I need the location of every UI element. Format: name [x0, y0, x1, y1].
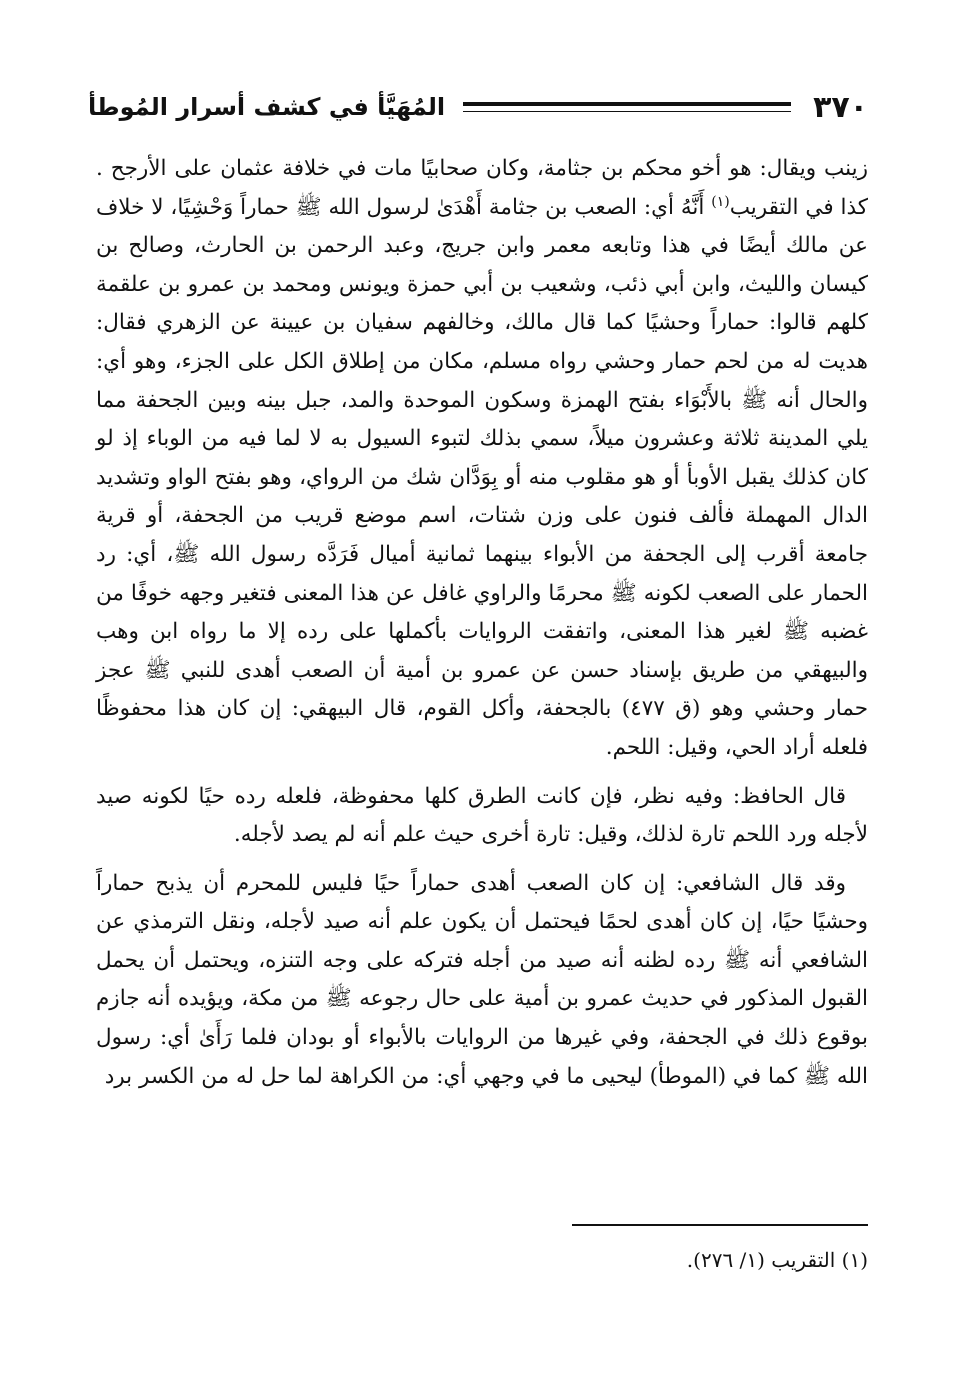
book-title: المُهَيَّأ في كشف أسرار المُوطأ: [88, 93, 446, 121]
page-header: [88, 72, 868, 142]
main-text: [96, 150, 868, 1096]
footnote-marker: (١): [711, 193, 730, 210]
footnote-divider: [572, 1224, 868, 1226]
header-rule: [463, 102, 791, 112]
paragraph-1: [96, 150, 868, 768]
paragraph-3: وقد قال الشافعي: إن كان الصعب أهدى حماراً حيًا فليس للمحرم أن يذبح حماراً وحشيًا حيًا، إن كان أهدى لحمًا فيحتمل أن يكون علم أنه صيد لأجله، ونقل الترمذي عن الشافعي أنه ﷺ رده لظنه أنه صيد من أجله فتركه على وجه التنزه، ويحتمل أن يحمل القبول المذكور في حديث عمرو بن أمية على حال رجوعه ﷺ من مكة، ويؤيده أنه جازم بوقوع ذلك في الجحفة، وفي غيرها من الروايات بالأبواء أو بودان فلما رَأَىٰ أي: رسول الله ﷺ كما في (الموطأ) ليحيى ما في وجهي أي: من الكراهة لما حل له من الكسر برد: [96, 870, 868, 1089]
paragraph-2: قال الحافظ: وفيه نظر، فإن كانت الطرق كلها محفوظة، فلعله رده حيًا لكونه صيد لأجله ورد اللحم تارة لذلك، وقيل: تارة أخرى حيث علم أنه لم يصد لأجله.: [96, 783, 868, 848]
footnote: (١) التقريب (١/ ٢٧٦).: [686, 1248, 868, 1272]
paragraph-1-rest: أَنَّهُ أي: الصعب بن جثامة أَهْدَىٰ لرسول الله ﷺ حماراً وَحْشِيًا، لا خلاف عن مالك أيضًا في هذا وتابعه معمر وابن جريج، وعبد الرحمن بن الحارث، وصالح بن كيسان والليث، وابن أبي ذئب، وشعيب بن أبي حمزة ويونس ومحمد بن عمرو بن علقمة كلهم قالوا: حماراً وحشيًا كما قال مالك، وخالفهم سفيان بن عيينة عن الزهري فقال: هديت له من لحم حمار وحشي رواه مسلم، مكان من إطلاق الكل على الجزء، وهو أي: والحال أنه ﷺ بالأَبْوَاء بفتح الهمزة وسكون الموحدة والمد، جبل بينه وبين الجحفة مما يلي المدينة ثلاثة وعشرون ميلاً، سمي بذلك لتبوء السيول به لا لما فيه من الوباء إذ لو كان كذلك يقبل الأوبأ أو هو مقلوب منه أو بِوَدَّان شك من الرواي، وهو بفتح الواو وتشديد الدال المهملة فألف فنون على وزن شتات، اسم موضع قريب من الجحفة، أو قرية جامعة أقرب إلى الجحفة من الأبواء بينهما ثمانية أميال فَرَدَّه رسول الله ﷺ، أي: رد الحمار على الصعب لكونه ﷺ محرمًا والراوي غافل عن هذا المعنى فتغير وجهه خوفًا من غضبه ﷺ لغير هذا المعنى، واتفقت الروايات بأكملها على رده إلا ما رواه ابن وهب والبيهقي من طريق بإسناد حسن عن عمرو بن أمية أن الصعب أهدى للنبي ﷺ عجز حمار وحشي وهو (ق ٤٧٧) بالجحفة، وأكل القوم، قال البيهقي: إن كان هذا محفوظًا فلعله أراد الحي، وقيل: اللحم.: [96, 194, 868, 760]
page-number: ٣٧٠: [813, 89, 868, 125]
paragraph-1-lead: زينب ويقال: هو أخو محكم بن جثامة، وكان صحابيًا مات في خلافة عثمان على الأرجح . كذا في التقريب: [96, 156, 869, 220]
